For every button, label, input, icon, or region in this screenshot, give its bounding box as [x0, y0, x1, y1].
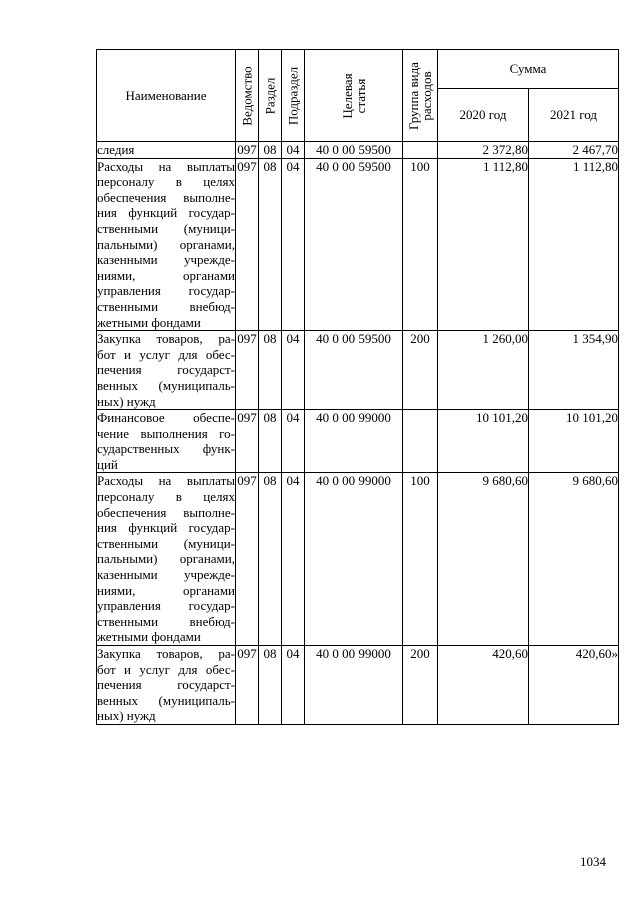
name-line: венных (муниципаль-	[97, 377, 235, 393]
name-line: персоналу в целях	[97, 174, 235, 190]
col-header-razdel-label: Раздел	[262, 77, 278, 114]
name-line: казенными учрежде-	[97, 252, 235, 268]
cell-sum-2020: 1 112,80	[438, 158, 529, 331]
cell-tselevaya: 40 0 00 59500	[305, 142, 403, 159]
cell-razdel: 08	[259, 331, 282, 410]
col-header-razdel	[259, 50, 282, 142]
name-line: казенными учрежде-	[97, 567, 235, 583]
name-line: печения государст-	[97, 677, 235, 693]
name-line: Расходы на выплаты	[97, 158, 235, 174]
name-line: сударственных функ-	[97, 441, 235, 457]
name-line: пальными) органами,	[97, 236, 235, 252]
cell-vedomstvo: 097	[236, 331, 259, 410]
cell-razdel: 08	[259, 646, 282, 725]
name-line: жетными фондами	[97, 314, 201, 330]
table-row	[97, 473, 619, 646]
cell-name	[97, 410, 236, 473]
cell-name	[97, 142, 236, 159]
cell-razdel: 08	[259, 142, 282, 159]
cell-sum-2021: 2 467,70	[529, 142, 619, 159]
cell-podrazdel: 04	[282, 646, 305, 725]
cell-sum-2020: 10 101,20	[438, 410, 529, 473]
cell-podrazdel: 04	[282, 473, 305, 646]
cell-gruppa: 200	[403, 646, 438, 725]
cell-vedomstvo: 097	[236, 410, 259, 473]
name-line: управления государ-	[97, 283, 235, 299]
name-line: ных) нужд	[97, 708, 156, 724]
cell-sum-2021: 10 101,20	[529, 410, 619, 473]
cell-sum-2021: 9 680,60	[529, 473, 619, 646]
cell-sum-2020: 420,60	[438, 646, 529, 725]
name-line: Закупка товаров, ра-	[97, 331, 235, 347]
col-header-tselevaya	[305, 50, 403, 142]
cell-gruppa: 100	[403, 473, 438, 646]
col-header-2020: 2020 год	[438, 89, 529, 142]
cell-tselevaya: 40 0 00 99000	[305, 410, 403, 473]
cell-sum-2020: 1 260,00	[438, 331, 529, 410]
cell-razdel: 08	[259, 410, 282, 473]
cell-tselevaya: 40 0 00 99000	[305, 473, 403, 646]
cell-tselevaya: 40 0 00 59500	[305, 158, 403, 331]
cell-gruppa	[403, 142, 438, 159]
cell-tselevaya: 40 0 00 59500	[305, 331, 403, 410]
name-line: управления государ-	[97, 598, 235, 614]
cell-tselevaya: 40 0 00 99000	[305, 646, 403, 725]
cell-sum-2021: 420,60»	[529, 646, 619, 725]
cell-gruppa: 200	[403, 331, 438, 410]
col-header-podrazdel	[282, 50, 305, 142]
name-line: ственными внебюд-	[97, 613, 235, 629]
name-line: жетными фондами	[97, 629, 201, 645]
cell-razdel: 08	[259, 158, 282, 331]
cell-vedomstvo: 097	[236, 473, 259, 646]
col-header-name: Наименование	[97, 50, 236, 142]
name-line: ниями, органами	[97, 267, 235, 283]
name-line: ных) нужд	[97, 393, 156, 409]
col-header-vedomstvo	[236, 50, 259, 142]
name-line: печения государст-	[97, 362, 235, 378]
cell-name	[97, 331, 236, 410]
name-line: ния функций государ-	[97, 520, 235, 536]
cell-vedomstvo: 097	[236, 158, 259, 331]
cell-vedomstvo: 097	[236, 646, 259, 725]
cell-razdel: 08	[259, 473, 282, 646]
cell-podrazdel: 04	[282, 331, 305, 410]
name-line: ния функций государ-	[97, 205, 235, 221]
table-row	[97, 331, 619, 410]
name-line: ственными внебюд-	[97, 298, 235, 314]
name-line: пальными) органами,	[97, 551, 235, 567]
budget-table	[96, 49, 619, 725]
cell-vedomstvo: 097	[237, 142, 257, 157]
col-header-vedomstvo-label: Ведомство	[239, 65, 255, 126]
col-header-gruppa	[403, 50, 438, 142]
col-header-2021: 2021 год	[529, 89, 619, 142]
cell-sum-2020: 9 680,60	[438, 473, 529, 646]
col-header-summa: Сумма	[438, 50, 619, 89]
name-line: ственными (муници-	[97, 535, 235, 551]
col-header-gruppa-label: Группа вида расходов	[406, 61, 434, 130]
name-line: следия	[97, 142, 135, 157]
name-line: обеспечения выполне-	[97, 504, 235, 520]
cell-sum-2020: 2 372,80	[438, 142, 529, 159]
name-line: персоналу в целях	[97, 489, 235, 505]
table-row	[97, 142, 619, 159]
col-header-tselevaya-label: Целевая статья	[339, 72, 368, 119]
table-row	[97, 158, 619, 331]
cell-sum-2021: 1 354,90	[529, 331, 619, 410]
name-line: бот и услуг для обес-	[97, 346, 235, 362]
name-line: бот и услуг для обес-	[97, 661, 235, 677]
cell-podrazdel: 04	[282, 142, 305, 159]
name-line: обеспечения выполне-	[97, 189, 235, 205]
name-line: венных (муниципаль-	[97, 692, 235, 708]
name-line: ниями, органами	[97, 582, 235, 598]
table-row	[97, 410, 619, 473]
name-line: Расходы на выплаты	[97, 473, 235, 489]
page-number: 1034	[580, 854, 606, 869]
cell-sum-2021: 1 112,80	[529, 158, 619, 331]
name-line: Финансовое обеспе-	[97, 410, 235, 426]
name-line: ственными (муници-	[97, 220, 235, 236]
table-body	[97, 142, 619, 725]
cell-name	[97, 646, 236, 725]
cell-podrazdel: 04	[282, 410, 305, 473]
cell-name	[97, 158, 236, 331]
header-row-1	[97, 50, 619, 89]
name-line: Закупка товаров, ра-	[97, 646, 235, 661]
cell-podrazdel: 04	[282, 158, 305, 331]
name-line: чение выполнения го-	[97, 425, 235, 441]
col-header-podrazdel-label: Подраздел	[285, 66, 301, 125]
table-row	[97, 646, 619, 725]
cell-gruppa	[403, 410, 438, 473]
name-line: ций	[97, 456, 118, 472]
cell-gruppa: 100	[403, 158, 438, 331]
cell-name	[97, 473, 236, 646]
